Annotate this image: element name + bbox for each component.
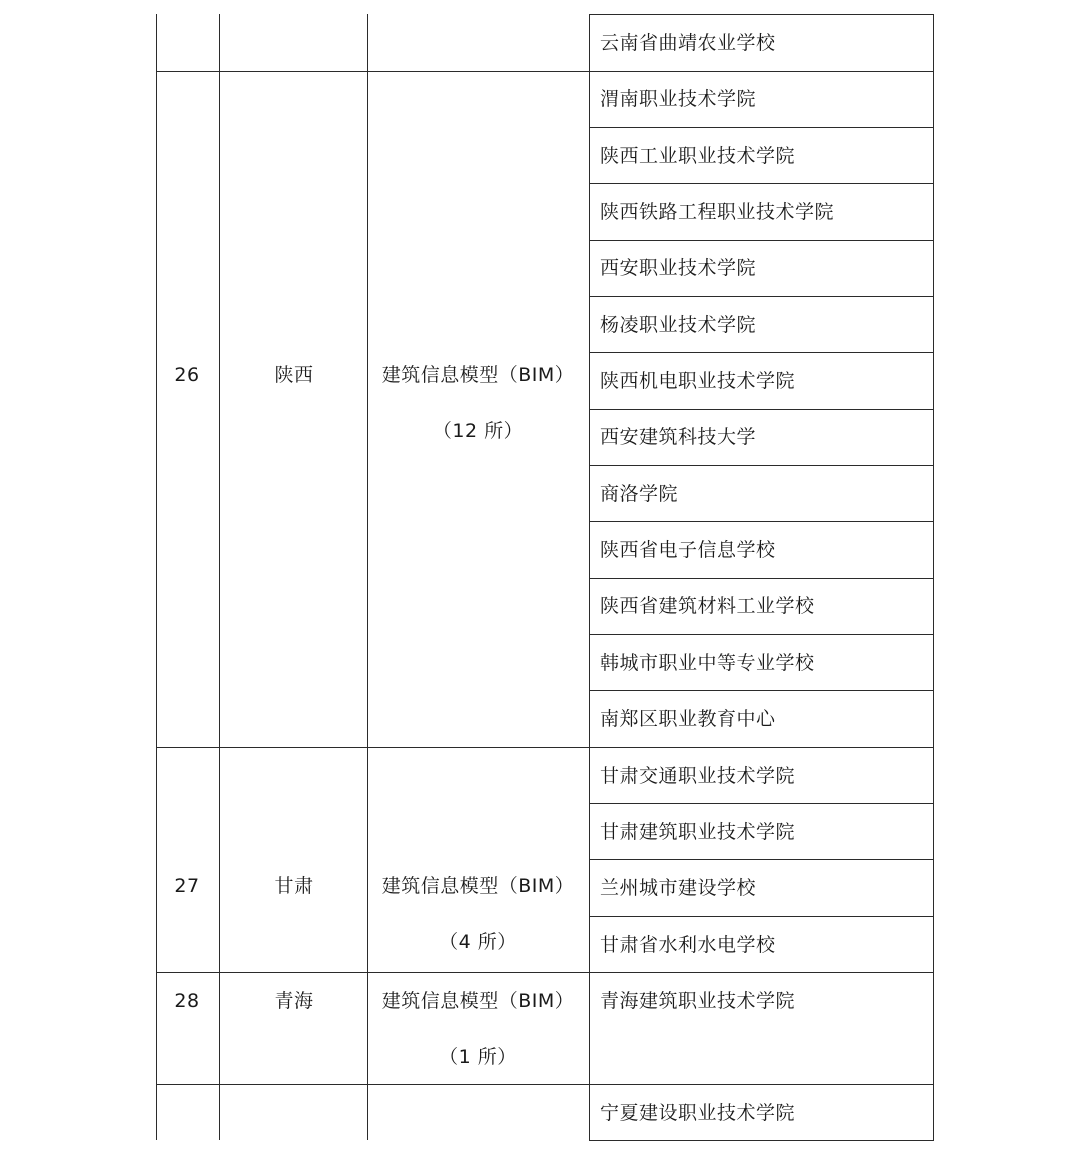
school-row-divider	[589, 240, 934, 241]
school-name: 韩城市职业中等专业学校	[600, 652, 815, 674]
school-row-divider	[589, 634, 934, 635]
major-name: 建筑信息模型（BIM）	[381, 364, 575, 386]
school-row-divider	[589, 352, 934, 353]
row-number: 26	[174, 364, 200, 386]
row-number: 27	[174, 875, 200, 897]
school-name: 宁夏建设职业技术学院	[600, 1102, 796, 1124]
school-name: 渭南职业技术学院	[600, 88, 757, 110]
school-name: 陕西机电职业技术学院	[600, 370, 796, 392]
school-row-divider	[589, 465, 934, 466]
school-count: （1 所）	[439, 1046, 517, 1068]
province-name: 甘肃	[274, 875, 314, 897]
school-name: 陕西省建筑材料工业学校	[600, 595, 815, 617]
table-bottom-border-schools	[589, 1140, 934, 1141]
school-row-divider	[589, 578, 934, 579]
school-row-divider	[589, 690, 934, 691]
school-name: 兰州城市建设学校	[600, 877, 757, 899]
school-row-divider	[589, 803, 934, 804]
school-row-divider	[589, 916, 934, 917]
school-name: 西安职业技术学院	[600, 257, 757, 279]
school-row-divider	[589, 859, 934, 860]
group-divider	[156, 972, 934, 973]
school-count: （12 所）	[432, 420, 524, 442]
major-name: 建筑信息模型（BIM）	[381, 990, 575, 1012]
school-name: 甘肃建筑职业技术学院	[600, 821, 796, 843]
school-name: 南郑区职业教育中心	[600, 708, 776, 730]
school-name: 甘肃交通职业技术学院	[600, 765, 796, 787]
school-name: 陕西铁路工程职业技术学院	[600, 201, 835, 223]
school-name: 云南省曲靖农业学校	[600, 32, 776, 54]
province-name: 陕西	[274, 364, 314, 386]
group-divider	[156, 747, 934, 748]
school-name: 西安建筑科技大学	[600, 426, 757, 448]
school-row-divider	[589, 127, 934, 128]
row-number: 28	[174, 990, 200, 1012]
table-top-border-schools	[589, 14, 934, 15]
province-name: 青海	[274, 990, 314, 1012]
school-row-divider	[589, 296, 934, 297]
group-divider	[156, 71, 934, 72]
school-name: 青海建筑职业技术学院	[600, 990, 796, 1012]
school-name: 甘肃省水利水电学校	[600, 934, 776, 956]
school-row-divider	[589, 409, 934, 410]
school-name: 杨凌职业技术学院	[600, 314, 757, 336]
school-name: 陕西工业职业技术学院	[600, 145, 796, 167]
school-name: 商洛学院	[600, 483, 679, 505]
school-name: 陕西省电子信息学校	[600, 539, 776, 561]
major-name: 建筑信息模型（BIM）	[381, 875, 575, 897]
group-divider	[156, 1084, 934, 1085]
school-row-divider	[589, 183, 934, 184]
school-row-divider	[589, 521, 934, 522]
school-count: （4 所）	[439, 931, 517, 953]
